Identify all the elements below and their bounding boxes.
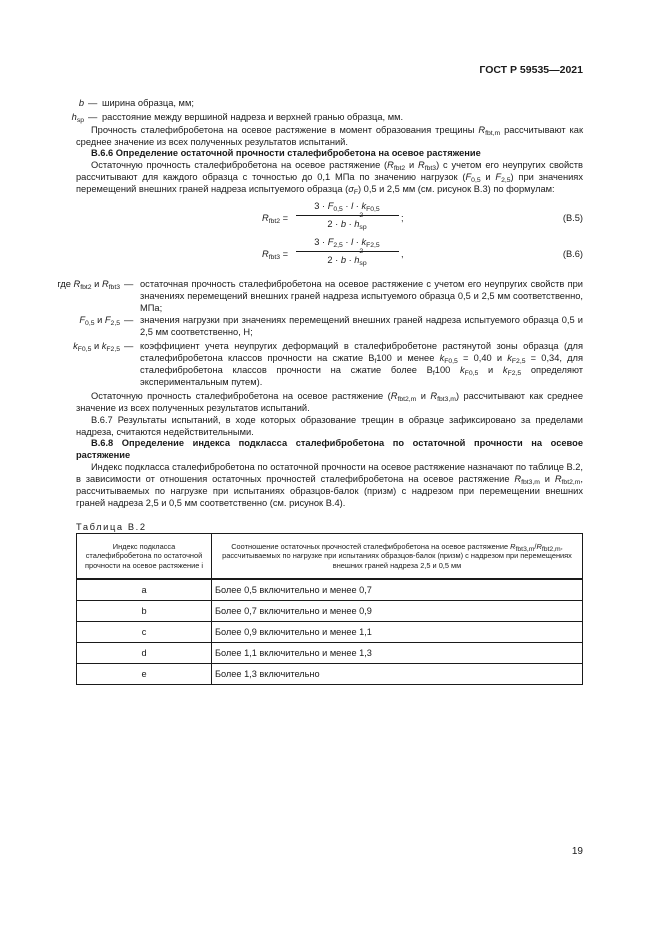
table-cell-range: Более 0,7 включительно и менее 0,9 (212, 601, 583, 622)
table-cell-range: Более 0,5 включительно и менее 0,7 (212, 579, 583, 601)
table-cell-index: c (77, 622, 212, 643)
formula-b6-numerator: $3 \cdot F_{2,5} \cdot l \cdot k_{F2,5}$ (314, 237, 380, 249)
fraction-line (296, 251, 399, 252)
formula-b5-number: (В.5) (562, 213, 583, 223)
paragraph-subclass-index: Индекс подкласса сталефибробетона по остаточной прочности на осевое растяжение назначают по таблице В.2, в зависимости от отношения остаточных прочностей сталефибробетона на осевое растяжение $R_{fbt3,m}$ и $R_{fbt2,m}$, рассчитываемых по нагрузке при испытаниях образцов-балок (призм) с надрезом при перемещении внешних граней надреза 2,5 и 0,5 мм соответственно (см. рисунок В.4). (76, 462, 584, 508)
table-caption: Таблица В.2 (76, 522, 147, 532)
page-number: 19 (571, 846, 583, 857)
section-heading-b68: В.6.8 Определение индекса подкласса сталефибробетона по остаточной прочности на осевое растяжение (76, 438, 583, 460)
def-hsp-text: расстояние между вершиной надреза и верхней гранью образца, мм. (102, 112, 404, 122)
table-row (77, 664, 583, 685)
def-dash: — (88, 112, 98, 122)
def-dash: — (124, 315, 134, 325)
def-k-label: $k_{F0,5}$ и $k_{F2,5}$ (73, 341, 120, 353)
def-dash: — (88, 98, 98, 108)
table-cell-range: Более 0,9 включительно и менее 1,1 (212, 622, 583, 643)
paragraph-fbt-strength: Прочность сталефибробетона на осевое растяжение в момент образования трещины $R_{fbt,m}$ рассчитывают как среднее значение из всех полученных результатов испытаний. (76, 125, 584, 147)
formula-b6-number: (В.6) (562, 249, 583, 259)
table-cell-index: d (77, 643, 212, 664)
table-header-ratio: Соотношение остаточных прочностей сталефибробетона на осевое растяжение $R_{fbt3,m}/R_{fbt2,m}$, рассчитываемых по нагрузке при испытаниях образцов-балок (призм) с надрезом при перемещениях внешних граней надреза 2,5 и 0,5 мм (212, 534, 583, 580)
paragraph-residual-mean: Остаточную прочность сталефибробетона на осевое растяжение ($R_{fbt2,m}$ и $R_{fbt3,m}$) рассчитывают как среднее значение из всех полученных результатов испытаний. (76, 391, 583, 413)
table-cell-range: Более 1,1 включительно и менее 1,3 (212, 643, 583, 664)
formula-b5-denominator: 2 · b · h 2 $_{sp}$ (327, 212, 367, 231)
table-cell-range: Более 1,3 включительно (212, 664, 583, 685)
formula-b6-tail: , (401, 249, 404, 259)
def-rfbt-text: остаточная прочность сталефибробетона на осевое растяжение с учетом его неупругих свойств при значениях перемещений внешних граней надреза испытуемого образца 0,5 и 2,5 мм соответственно, МПа; (140, 279, 583, 313)
formula-b5-tail: ; (401, 213, 404, 223)
table-row (77, 601, 583, 622)
def-b-label: b (78, 98, 84, 108)
formula-b6: $R_{fbt3}$ = (262, 249, 289, 261)
def-f-label: $F_{0,5}$ и $F_{2,5}$ (79, 315, 120, 327)
table-row (77, 622, 583, 643)
paragraph-b67: В.6.7 Результаты испытаний, в ходе которых образование трещин в образце зафиксировано за пределами надреза, считаются недействительными. (76, 415, 583, 437)
formula-b5-numerator: $3 \cdot F_{0,5} \cdot l \cdot k_{F0,5}$ (314, 201, 380, 213)
table-row (77, 643, 583, 664)
table-header-index: Индекс подкласса сталефибробетона по остаточной прочности на осевое растяжение i (77, 534, 212, 580)
def-rfbt-label: где $R_{fbt2}$ и $R_{fbt3}$ (57, 279, 120, 291)
table-cell-index: b (77, 601, 212, 622)
document-code: ГОСТ Р 59535—2021 (479, 64, 583, 76)
def-b-text: ширина образца, мм; (102, 98, 194, 108)
table-cell-index: a (77, 579, 212, 601)
table-b2 (76, 533, 583, 685)
def-dash: — (124, 279, 134, 289)
section-heading-b66: В.6.6 Определение остаточной прочности сталефибробетона на осевое растяжение (91, 148, 481, 158)
def-k-text: коэффициент учета неупругих деформаций в сталефибробетоне растянутой зоны образца (для сталефибробетона классов прочности на сжатие $B_f100$ и менее $k_{F0,5} = 0,40$ и $k_{F2,5} = 0,34$, для сталефибробетона классов прочности на сжатие более $B_f100$ $k_{F0,5}$ и $k_{F2,5}$ определяют экспериментальным путем). (140, 341, 583, 387)
table-cell-index: e (77, 664, 212, 685)
formula-b6-denominator: 2 · b · h 2 $_{sp}$ (327, 248, 367, 267)
def-hsp-label: $h_{sp}$ (71, 112, 84, 124)
paragraph-residual-strength: Остаточную прочность сталефибробетона на осевое растяжение ($R_{fbt2}$ и $R_{fbt3}$) с учетом его неупругих свойств рассчитывают для каждого образца с точностью до 0,1 МПа по значению нагрузок ($F_{0,5}$ и $F_{2,5}$) при значениях перемещений внешних граней надреза испытуемого образца $(\sigma_F)$ 0,5 и 2,5 мм (см. рисунок В.3) по формулам: (76, 160, 583, 196)
def-dash: — (124, 341, 134, 351)
def-f-text: значения нагрузки при значениях перемещений внешних граней надреза испытуемого образца 0,5 и 2,5 мм соответственно, Н; (140, 315, 583, 337)
table-row (77, 579, 583, 601)
formula-b5: $R_{fbt2}$ = (262, 213, 289, 225)
fraction-line (296, 215, 399, 216)
